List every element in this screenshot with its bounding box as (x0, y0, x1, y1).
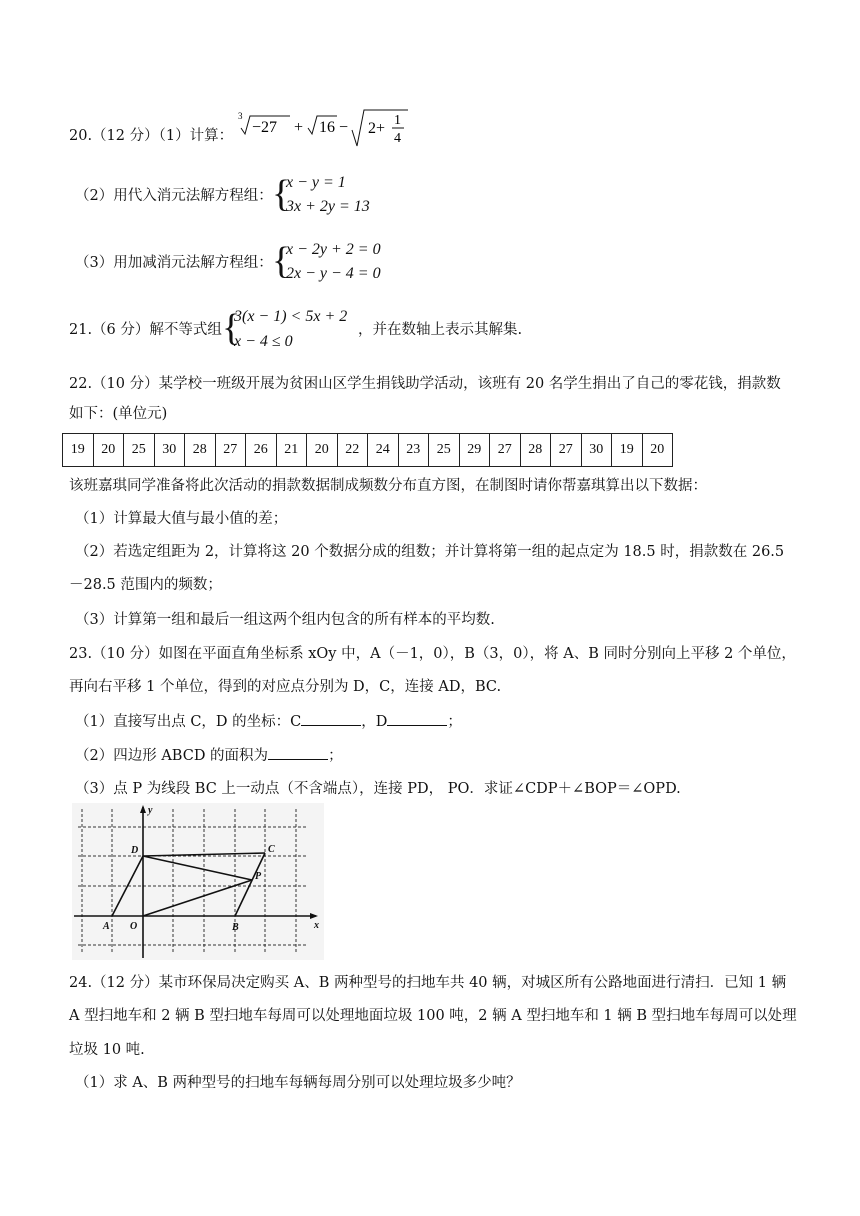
donation-cell: 29 (459, 434, 490, 467)
coordinate-figure-svg (72, 803, 324, 960)
q21-brace: { (222, 307, 241, 349)
q24-line1: 24.（12 分）某市环保局决定购买 A、B 两种型号的扫地车共 40 辆，对城区所有公路地面进行清扫．已知 1 辆 (69, 975, 787, 991)
q20-expression-svg (238, 108, 438, 148)
donation-cell: 23 (398, 434, 429, 467)
q22-line3: 该班嘉琪同学准备将此次活动的捐款数据制成频数分布直方图，在制图时请你帮嘉琪算出以下数据： (69, 478, 707, 494)
q23-item1 (75, 711, 462, 732)
q20-part1-label: 20.（12 分）（1）计算： (69, 128, 234, 144)
q20-part2-brace: { (272, 173, 291, 215)
donation-cell: 20 (642, 434, 673, 467)
grid-lines (78, 809, 308, 953)
coordinate-figure (72, 803, 324, 960)
q20-part2-eq1: x − y = 1 (286, 174, 346, 191)
y-axis-arrow (140, 805, 146, 813)
q24-line3: 垃圾 10 吨. (69, 1042, 145, 1058)
svg-text:3: 3 (237, 111, 243, 121)
q20-part3-eq1: x − 2y + 2 = 0 (286, 241, 381, 258)
donation-cell: 30 (154, 434, 185, 467)
q23-item1-text: （1）直接写出点 C，D 的坐标：C (75, 714, 302, 730)
x-axis-arrow (310, 913, 318, 919)
q23-item2-end: ； (328, 748, 343, 764)
label-c: C (268, 844, 275, 855)
q23-item1-end: ； (447, 714, 462, 730)
q24-item1: （1）求 A、B 两种型号的扫地车每辆每周分别可以处理垃圾多少吨？ (75, 1075, 521, 1091)
label-a: A (103, 921, 110, 932)
q22-item2-line1: （2）若选定组距为 2，计算将这 20 个数据分成的组数；并计算将第一组的起点定为 18.5 时，捐款数在 26.5 (75, 544, 785, 560)
donation-cell: 27 (490, 434, 521, 467)
answer-blank-d[interactable] (387, 711, 447, 726)
donation-cell: 28 (185, 434, 216, 467)
svg-text:1: 1 (393, 113, 401, 128)
donation-cell: 25 (124, 434, 155, 467)
q23-item2-text: （2）四边形 ABCD 的面积为 (75, 748, 269, 764)
q23-item3: （3）点 P 为线段 BC 上一动点（不含端点），连接 PD， PO．求证∠CDP＋∠BOP＝∠OPD. (75, 781, 681, 797)
q23-line2: 再向右平移 1 个单位，得到的对应点分别为 D，C，连接 AD，BC. (69, 679, 502, 695)
q23-item1-text-d: ，D (361, 714, 388, 730)
donation-cell: 25 (429, 434, 460, 467)
q22-item3: （3）计算第一组和最后一组这两个组内包含的所有样本的平均数. (75, 612, 495, 628)
q23-item2 (75, 745, 343, 766)
q20-part2-label: （2）用代入消元法解方程组： (75, 188, 273, 204)
donation-table-row (63, 434, 673, 467)
label-d: D (131, 845, 139, 856)
q20-part2-eq2: 3x + 2y = 13 (286, 198, 370, 215)
label-b: B (232, 922, 239, 933)
donation-cell: 30 (581, 434, 612, 467)
answer-blank-c[interactable] (301, 711, 361, 726)
donation-cell: 27 (215, 434, 246, 467)
q21-inequality-1: 3(x − 1) < 5x + 2 (234, 308, 348, 325)
q20-part1-expression (237, 111, 438, 146)
q21-inequality-2: x − 4 ≤ 0 (234, 333, 293, 350)
quadrilateral-abcd (112, 853, 265, 916)
donation-cell: 22 (337, 434, 368, 467)
label-o: O (130, 921, 138, 932)
donation-cell: 20 (93, 434, 124, 467)
q22-line1: 22.（10 分）某学校一班级开展为贫困山区学生捐钱助学活动，该班有 20 名学生捐出了自己的零花钱，捐款数 (69, 376, 781, 392)
donation-cell: 24 (368, 434, 399, 467)
q23-line1: 23.（10 分）如图在平面直角坐标系 xOy 中，A（－1，0），B（3，0），将 A、B 同时分别向上平移 2 个单位， (69, 646, 796, 662)
q22-item1: （1）计算最大值与最小值的差； (75, 511, 288, 527)
donation-cell: 19 (63, 434, 94, 467)
donation-cell: 21 (276, 434, 307, 467)
q21-suffix: ，并在数轴上表示其解集. (358, 322, 523, 338)
donation-cell: 19 (612, 434, 643, 467)
svg-text:−: − (338, 119, 348, 136)
svg-text:2+: 2+ (367, 120, 385, 137)
svg-text:−27: −27 (251, 119, 277, 136)
svg-text:16: 16 (318, 119, 335, 136)
donation-cell: 27 (551, 434, 582, 467)
donation-table (62, 433, 673, 467)
svg-text:4: 4 (393, 131, 401, 146)
answer-blank-area[interactable] (268, 745, 328, 760)
donation-cell: 26 (246, 434, 277, 467)
q22-line2: 如下：(单位元) (69, 406, 168, 422)
q20-part3-label: （3）用加减消元法解方程组： (75, 255, 273, 271)
q21-label: 21.（6 分）解不等式组 (69, 322, 222, 338)
svg-text:+: + (293, 119, 303, 136)
label-y: y (148, 805, 153, 816)
label-x: x (314, 920, 319, 931)
q20-part1 (69, 111, 438, 146)
donation-cell: 28 (520, 434, 551, 467)
label-p: P (255, 871, 262, 882)
donation-cell: 20 (307, 434, 338, 467)
q24-line2: A 型扫地车和 2 辆 B 型扫地车每周可以处理地面垃圾 100 吨，2 辆 A 型扫地车和 1 辆 B 型扫地车每周可以处理 (69, 1008, 797, 1024)
q22-item2-line2: －28.5 范围内的频数； (69, 577, 222, 593)
q20-part3-eq2: 2x − y − 4 = 0 (286, 265, 381, 282)
q20-part3-brace: { (272, 240, 291, 282)
